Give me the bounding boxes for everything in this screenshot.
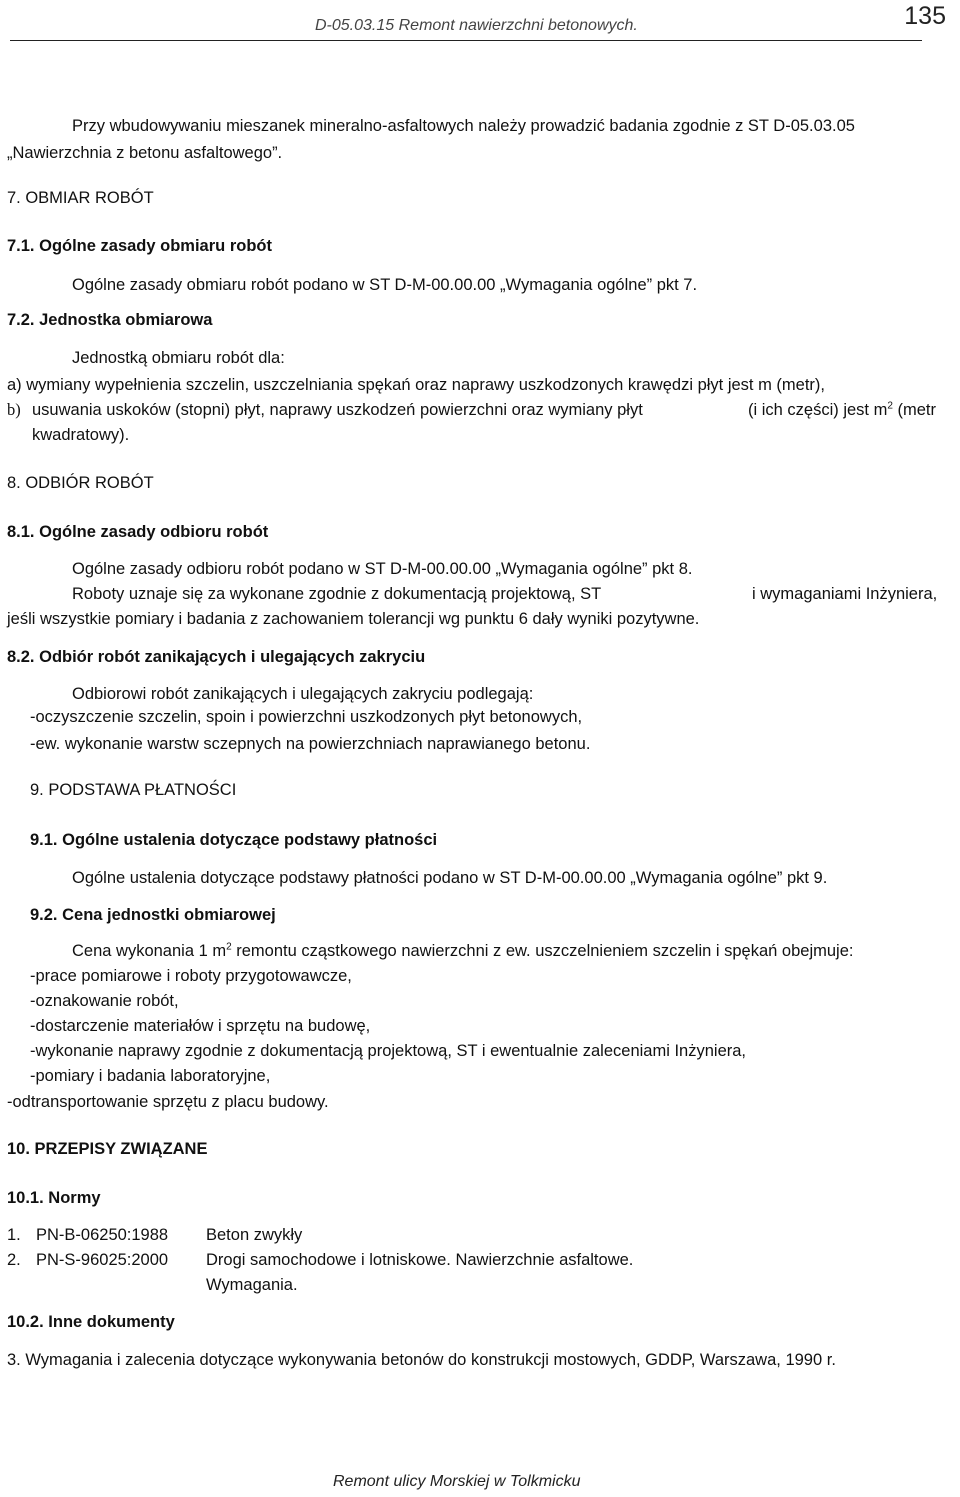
section-9-2-heading: 9.2. Cena jednostki obmiarowej — [30, 906, 276, 924]
norm-title: Drogi samochodowe i lotniskowe. Nawierzchnie asfaltowe. — [206, 1251, 634, 1269]
section-8-2-heading: 8.2. Odbiór robót zanikających i ulegających zakryciu — [7, 648, 426, 666]
list-item: -oznakowanie robót, — [30, 992, 179, 1010]
list-item: -dostarczenie materiałów i sprzętu na budowę, — [30, 1017, 371, 1035]
norm-title-line-2: Wymagania. — [206, 1276, 298, 1294]
document-3: 3. Wymagania i zalecenia dotyczące wykonywania betonów do konstrukcji mostowych, GDDP, Warszawa, 1990 r. — [7, 1351, 836, 1369]
section-8-1-text-2a: Roboty uznaje się za wykonane zgodnie z dokumentacją projektową, ST — [72, 585, 602, 603]
list-item-a: a) wymiany wypełnienia szczelin, uszczelniania spękań oraz naprawy uszkodzonych krawędzi płyt jest m (metr), — [7, 376, 825, 394]
section-9-2-intro-sup: 2 — [226, 941, 232, 953]
section-7-1-text: Ogólne zasady obmiaru robót podano w ST D-M-00.00.00 „Wymagania ogólne” pkt 7. — [72, 276, 698, 294]
section-8-heading: 8. ODBIÓR ROBÓT — [7, 474, 154, 492]
list-item-b-text: usuwania uskoków (stopni) płyt, naprawy uszkodzeń powierzchni oraz wymiany płyt — [32, 401, 643, 419]
footer-text: Remont ulicy Morskiej w Tolkmicku — [333, 1473, 581, 1490]
section-9-2-intro-b: remontu cząstkowego nawierzchni z ew. uszczelnieniem szczelin i spękań obejmuje: — [231, 942, 854, 960]
section-9-heading: 9. PODSTAWA PŁATNOŚCI — [30, 781, 237, 799]
norm-code: PN-S-96025:2000 — [36, 1251, 169, 1269]
list-item-b-marker: b) — [7, 400, 21, 419]
section-7-1-heading: 7.1. Ogólne zasady obmiaru robót — [7, 237, 272, 255]
intro-line-2: „Nawierzchnia z betonu asfaltowego”. — [7, 144, 283, 162]
norm-title: Beton zwykły — [206, 1226, 303, 1244]
norm-number: 1. — [7, 1226, 21, 1244]
header-rule — [10, 40, 922, 41]
section-10-2-heading: 10.2. Inne dokumenty — [7, 1313, 175, 1331]
section-10-1-heading: 10.1. Normy — [7, 1189, 101, 1207]
section-7-heading: 7. OBMIAR ROBÓT — [7, 189, 154, 207]
list-item: -wykonanie naprawy zgodnie z dokumentacją projektową, ST i ewentualnie zaleceniami Inżyniera, — [30, 1042, 747, 1060]
section-8-2-item-2: -ew. wykonanie warstw sczepnych na powierzchniach naprawianego betonu. — [30, 735, 591, 753]
section-8-2-intro: Odbiorowi robót zanikających i ulegających zakryciu podlegają: — [72, 685, 534, 703]
list-item-b-unit-text: (i ich części) jest m — [748, 401, 888, 419]
section-8-1-text-1: Ogólne zasady odbioru robót podano w ST D-M-00.00.00 „Wymagania ogólne” pkt 8. — [72, 560, 693, 578]
section-8-2-item-1: -oczyszczenie szczelin, spoin i powierzchni uszkodzonych płyt betonowych, — [30, 708, 583, 726]
intro-line-1: Przy wbudowywaniu mieszanek mineralno-asfaltowych należy prowadzić badania zgodnie z ST D-05.03.05 — [72, 117, 855, 135]
section-8-1-heading: 8.1. Ogólne zasady odbioru robót — [7, 523, 269, 541]
section-9-2-intro-a: Cena wykonania 1 m — [72, 942, 227, 960]
list-item: -odtransportowanie sprzętu z placu budowy. — [7, 1093, 329, 1111]
section-7-2-heading: 7.2. Jednostka obmiarowa — [7, 311, 213, 329]
section-8-1-text-3: jeśli wszystkie pomiary i badania z zachowaniem tolerancji wg punktu 6 dały wyniki pozytywne. — [7, 610, 700, 628]
section-7-2-intro: Jednostką obmiaru robót dla: — [72, 349, 285, 367]
list-item-b-unit-sup: 2 — [887, 400, 893, 412]
section-9-2-intro — [72, 941, 853, 961]
norm-code: PN-B-06250:1988 — [36, 1226, 169, 1244]
page-number: 135 — [904, 2, 946, 30]
section-9-1-heading: 9.1. Ogólne ustalenia dotyczące podstawy płatności — [30, 831, 438, 849]
list-item-b-unit-end: (metr — [892, 401, 937, 419]
list-item-b-unit — [748, 400, 936, 420]
header-title: D-05.03.15 Remont nawierzchni betonowych. — [315, 17, 638, 34]
section-10-heading: 10. PRZEPISY ZWIĄZANE — [7, 1140, 208, 1158]
section-9-1-text: Ogólne ustalenia dotyczące podstawy płatności podano w ST D-M-00.00.00 „Wymagania ogólne” pkt 9. — [72, 869, 828, 887]
list-item-b-line-2: kwadratowy). — [32, 426, 130, 444]
norm-number: 2. — [7, 1251, 21, 1269]
section-8-1-text-2b: i wymaganiami Inżyniera, — [752, 585, 938, 603]
list-item: -prace pomiarowe i roboty przygotowawcze, — [30, 967, 352, 985]
list-item: -pomiary i badania laboratoryjne, — [30, 1067, 271, 1085]
